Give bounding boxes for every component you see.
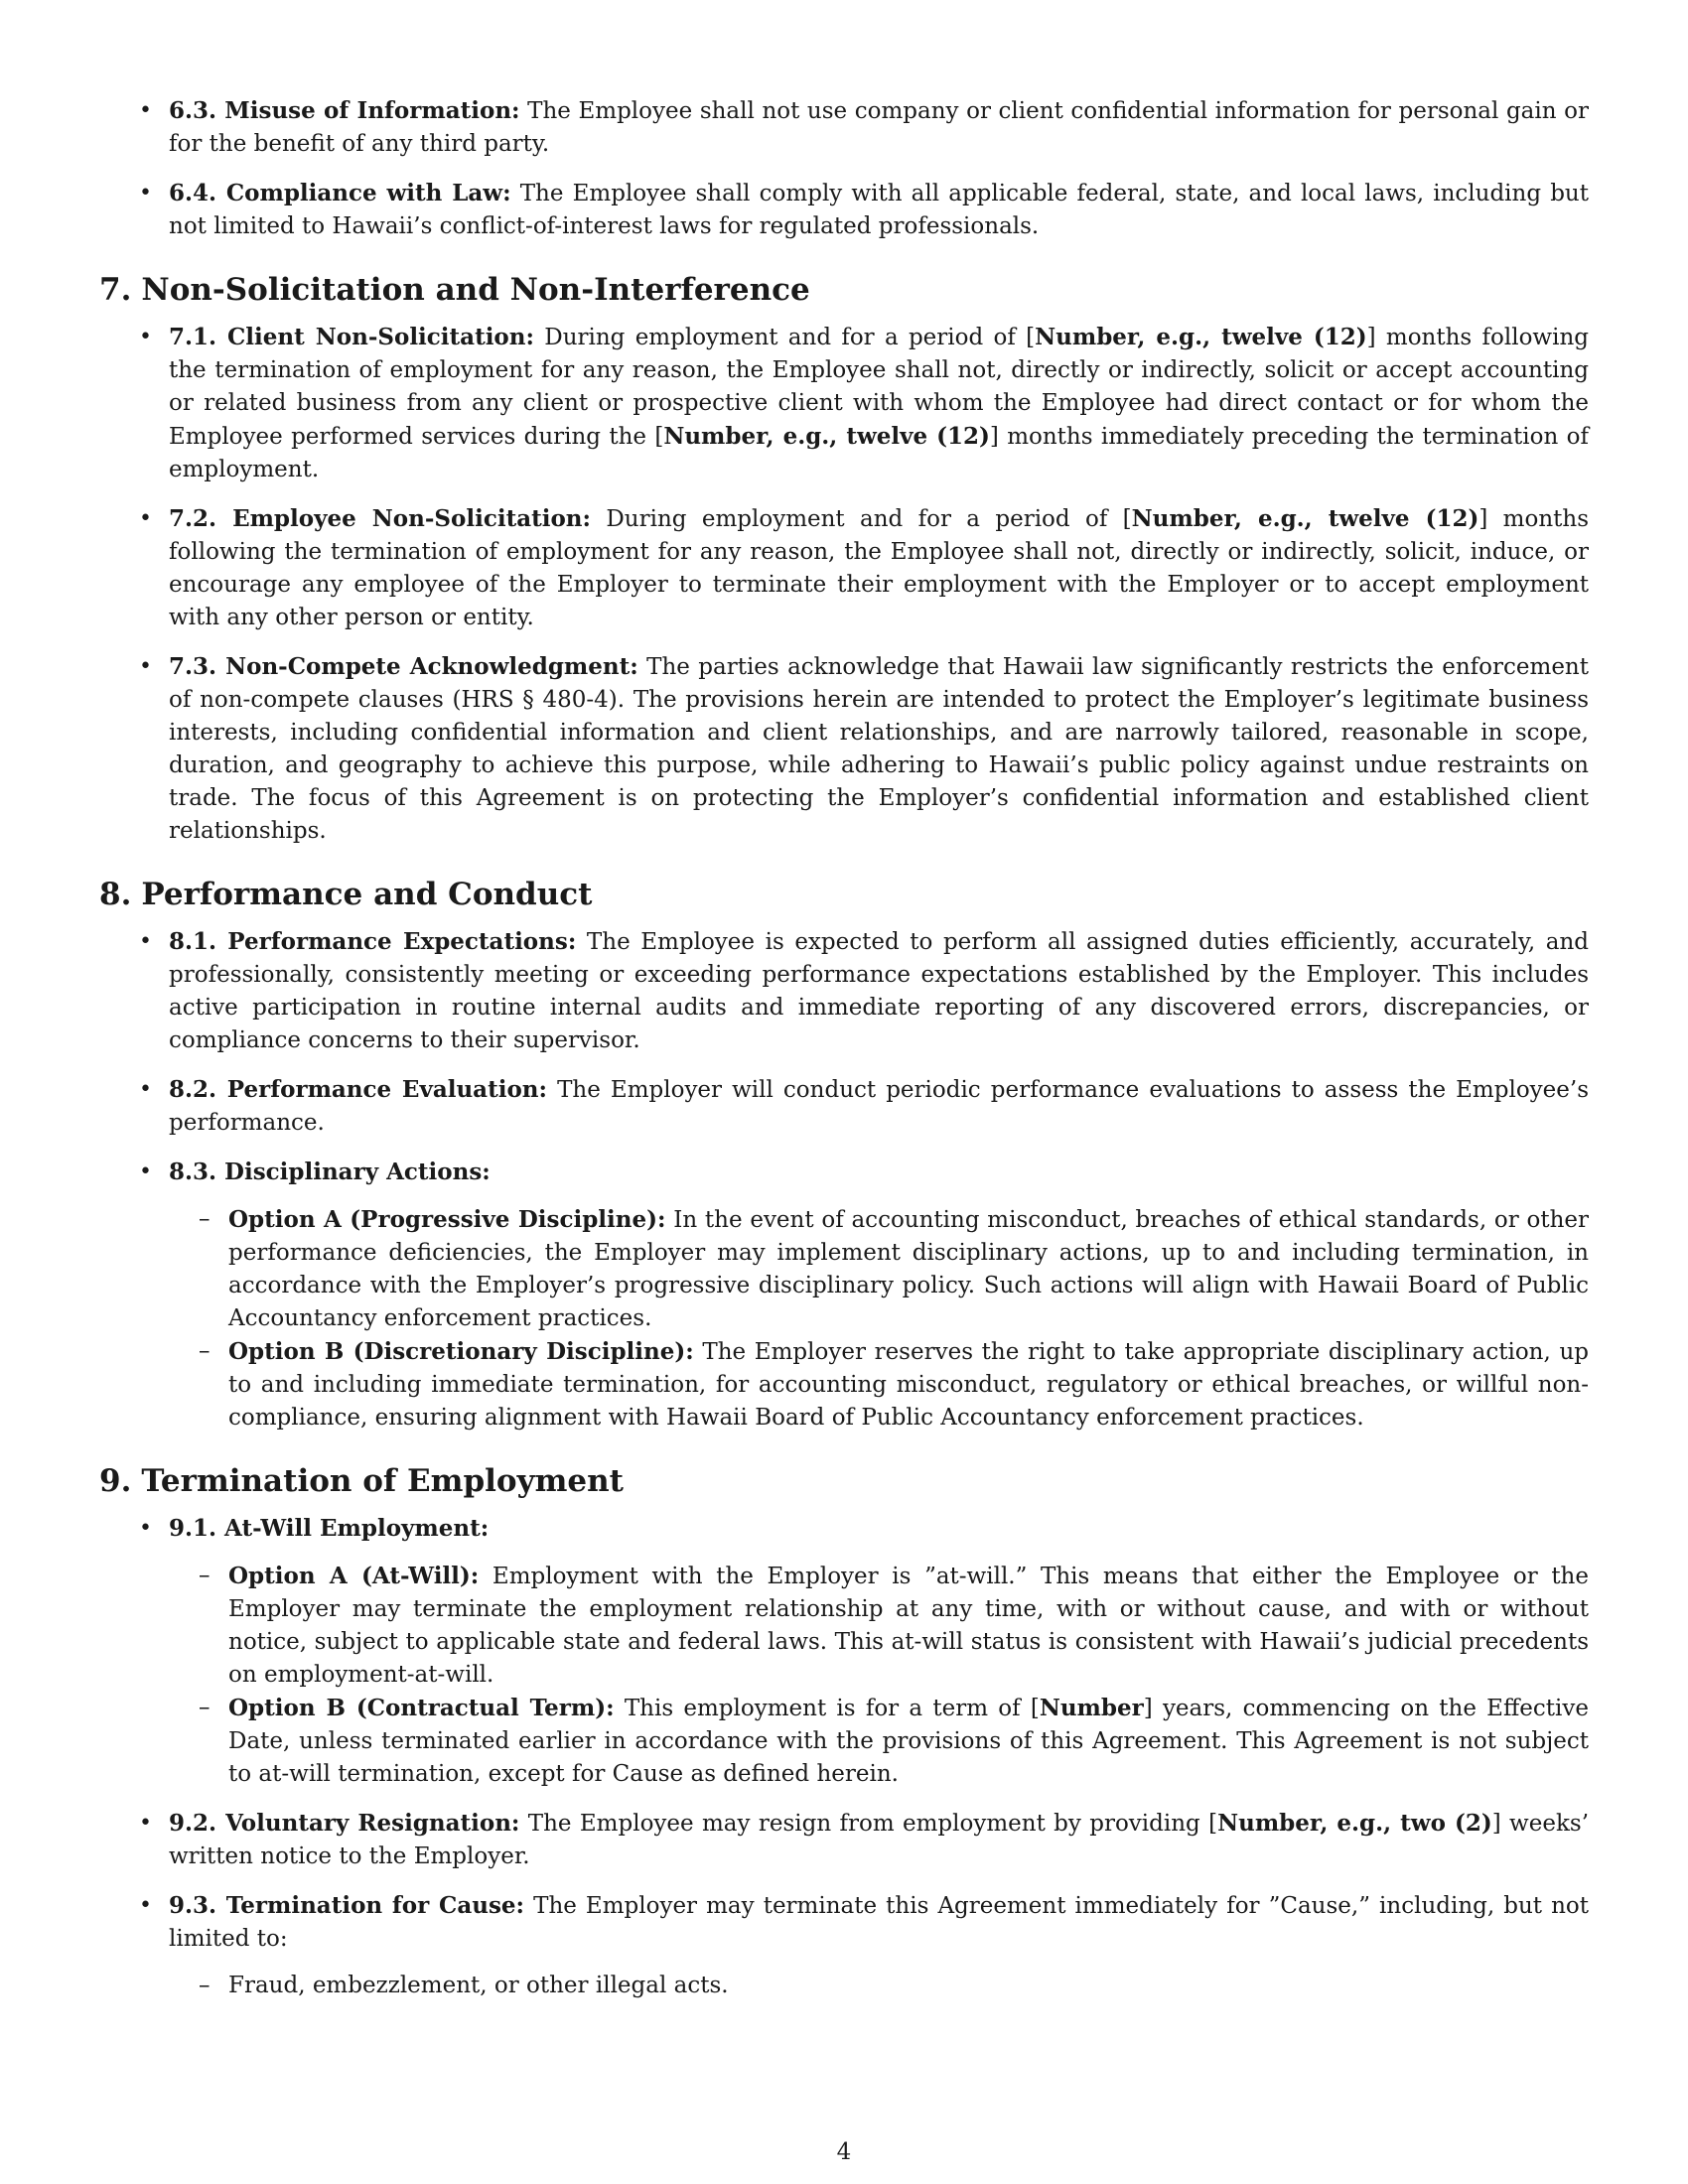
clause-label: 8.3. Disciplinary Actions: xyxy=(169,1159,491,1185)
clause-text: During employment and for a period of [ xyxy=(533,325,1036,350)
option-b xyxy=(169,1692,1589,1791)
clause-label: 9.1. At-Will Employment: xyxy=(169,1515,490,1542)
section-heading-7 xyxy=(99,271,1589,309)
clause-6-4 xyxy=(99,177,1589,243)
clause-text: During employment and for a period of [ xyxy=(591,506,1132,532)
clause-text: ] months following the termination of employment for any reason, the Employee shall not, directly or indirectly, solicit or accept accounting or related business from any client or prospective client with whom the Employee had direct contact or for whom the Employee performed services during the [ xyxy=(169,325,1589,450)
cause-text: Fraud, embezzlement, or other illegal acts. xyxy=(228,1973,729,1998)
option-text: The Employer reserves the right to take appropriate disciplinary action, up to and including immediate termination, for accounting misconduct, regulatory or ethical breaches, or willful non-compliance, ensuring alignment with Hawaii Board of Public Accountancy enforcement practices. xyxy=(228,1339,1589,1431)
clause-8-2 xyxy=(99,1073,1589,1140)
clause-label: 8.2. Performance Evaluation: xyxy=(169,1076,548,1103)
clause-text: The Employer will conduct periodic performance evaluations to assess the Employee’s performance. xyxy=(169,1077,1590,1136)
document-page xyxy=(99,94,1589,2018)
clause-8-1 xyxy=(99,925,1589,1057)
options-list xyxy=(169,1560,1589,1791)
clause-text: The Employee shall not use company or client confidential information for personal gain or for the benefit of any third party. xyxy=(169,98,1589,157)
option-text: In the event of accounting misconduct, breaches of ethical standards, or other performance deficiencies, the Employer may implement disciplinary actions, up to and including termination, in accordance with the Employer’s progressive disciplinary policy. Such actions will align with Hawaii Board of Public Accountancy enforcement practices. xyxy=(228,1207,1589,1331)
section-number: 7. xyxy=(99,272,132,308)
clause-text: ] months immediately preceding the termination of employment. xyxy=(169,424,1590,482)
section-8-list xyxy=(99,925,1589,1434)
clause-label: 8.1. Performance Expectations: xyxy=(169,928,577,955)
clause-label: 7.2. Employee Non-Solicitation: xyxy=(169,505,592,532)
section-9-list xyxy=(99,1512,1589,2002)
clause-7-2 xyxy=(99,502,1589,634)
option-text: ] years, commencing on the Effective Date, unless terminated earlier in accordance with the provisions of this Agreement. This Agreement is not subject to at-will termination, except for Cause as defined herein. xyxy=(228,1696,1589,1787)
option-label: Option B (Contractual Term): xyxy=(228,1695,615,1721)
section-7-list xyxy=(99,321,1589,848)
section-heading-8 xyxy=(99,876,1589,913)
clause-9-3 xyxy=(99,1889,1589,2002)
cause-item xyxy=(169,1970,1589,2002)
section-number: 8. xyxy=(99,877,132,912)
clause-text: The Employee may resign from employment by providing [ xyxy=(519,1811,1218,1837)
section-heading-9 xyxy=(99,1462,1589,1500)
clause-label: 6.4. Compliance with Law: xyxy=(169,180,511,206)
clause-label: 9.2. Voluntary Resignation: xyxy=(169,1810,520,1837)
clause-label: 7.3. Non-Compete Acknowledgment: xyxy=(169,653,638,680)
option-label: Option A (Progressive Discipline): xyxy=(228,1206,666,1233)
section-title: Termination of Employment xyxy=(141,1463,625,1499)
placeholder-bold: Number xyxy=(1039,1695,1144,1721)
option-text: This employment is for a term of [ xyxy=(614,1696,1040,1721)
section-title: Non-Solicitation and Non-Interference xyxy=(141,272,810,308)
clause-7-1 xyxy=(99,321,1589,486)
page-number: 4 xyxy=(836,2139,852,2165)
option-a xyxy=(169,1560,1589,1692)
option-label: Option B (Discretionary Discipline): xyxy=(228,1338,694,1365)
option-text: Employment with the Employer is ”at-will.” This means that either the Employee or the Employer may terminate the employment relationship at any time, with or without cause, and with or without notice, subject to applicable state and federal laws. This at-will status is consistent with Hawaii’s judicial precedents on employment-at-will. xyxy=(228,1564,1589,1688)
clause-9-1 xyxy=(99,1512,1589,1791)
clause-6-3 xyxy=(99,94,1589,161)
clause-text: ] months following the termination of employment for any reason, the Employee shall not, directly or indirectly, solicit, induce, or encourage any employee of the Employer to terminate their employment with the Employer or to accept employment with any other person or entity. xyxy=(169,506,1589,630)
option-b xyxy=(169,1335,1589,1434)
option-label: Option A (At-Will): xyxy=(228,1563,480,1589)
clause-text: The Employee is expected to perform all assigned duties efficiently, accurately, and professionally, consistently meeting or exceeding performance expectations established by the Employer. This includes active participation in routine internal audits and immediate reporting of any discovered errors, discrepancies, or compliance concerns to their supervisor. xyxy=(169,929,1589,1053)
section-6-list xyxy=(99,94,1589,243)
placeholder-bold: Number, e.g., twelve (12) xyxy=(1035,324,1367,350)
section-number: 9. xyxy=(99,1463,132,1499)
clause-text: ] weeks’ written notice to the Employer. xyxy=(169,1811,1590,1869)
option-a xyxy=(169,1203,1589,1335)
placeholder-bold: Number, e.g., twelve (12) xyxy=(663,423,990,450)
clause-8-3 xyxy=(99,1156,1589,1434)
clause-7-3 xyxy=(99,650,1589,848)
options-list xyxy=(169,1203,1589,1434)
clause-text: The Employee shall comply with all applicable federal, state, and local laws, including but not limited to Hawaii’s conflict-of-interest laws for regulated professionals. xyxy=(169,181,1589,239)
placeholder-bold: Number, e.g., two (2) xyxy=(1217,1810,1492,1837)
clause-text: The Employer may terminate this Agreement immediately for ”Cause,” including, but not limited to: xyxy=(169,1893,1590,1952)
clause-label: 7.1. Client Non-Solicitation: xyxy=(169,324,534,350)
section-title: Performance and Conduct xyxy=(141,877,593,912)
clause-label: 6.3. Misuse of Information: xyxy=(169,97,520,124)
clause-text: The parties acknowledge that Hawaii law significantly restricts the enforcement of non-compete clauses (HRS § 480-4). The provisions herein are intended to protect the Employer’s legitimate business interests, including confidential information and client relationships, and are narrowly tailored, reasonable in scope, duration, and geography to achieve this purpose, while adhering to Hawaii’s public policy against undue restraints on trade. The focus of this Agreement is on protecting the Employer’s confidential information and established client relationships. xyxy=(169,654,1589,844)
cause-list xyxy=(169,1970,1589,2002)
clause-9-2 xyxy=(99,1807,1589,1873)
placeholder-bold: Number, e.g., twelve (12) xyxy=(1131,505,1479,532)
clause-label: 9.3. Termination for Cause: xyxy=(169,1892,525,1919)
